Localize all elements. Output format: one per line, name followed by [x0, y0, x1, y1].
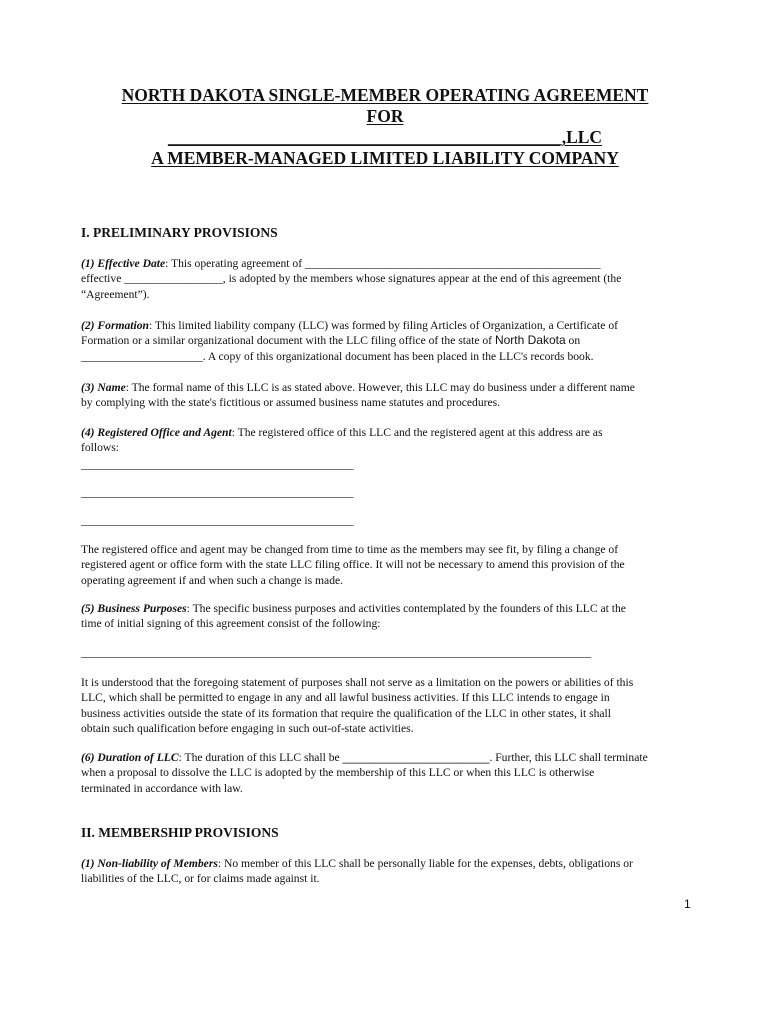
- label-effective-date: (1) Effective Date: [81, 257, 166, 270]
- text: LLC, which shall be permitted to engage in any and all lawful business activities. If this LLC intends to engage in: [81, 691, 610, 705]
- paragraph-registered-office: [81, 425, 689, 456]
- text: “Agreement”).: [81, 287, 150, 301]
- text: : The duration of this LLC shall be: [178, 751, 343, 764]
- paragraph-purposes-limitation: [81, 675, 689, 737]
- title-line-2: FOR: [366, 106, 404, 126]
- label-registered-office: (4) Registered Office and Agent: [81, 426, 232, 439]
- label-non-liability: (1) Non-liability of Members: [81, 857, 218, 870]
- text: follows:: [81, 441, 120, 455]
- text: : The formal name of this LLC is as stated above. However, this LLC may do business under a different name: [125, 381, 635, 394]
- text: liabilities of the LLC, or for claims made against it.: [81, 872, 320, 886]
- section-heading-preliminary: I. PRELIMINARY PROVISIONS: [81, 225, 278, 240]
- label-formation: (2) Formation: [81, 319, 149, 332]
- paragraph-duration: [81, 750, 689, 796]
- address-blank-2: _______________________________________________: [81, 486, 354, 499]
- paragraph-registered-change: [81, 542, 689, 588]
- text: : The specific business purposes and activities contemplated by the founders of this LLC at the: [186, 602, 626, 615]
- text: Formation or a similar organizational document with the LLC filing office of the state of: [81, 334, 495, 348]
- text: on: [565, 334, 581, 348]
- purposes-blank: ________________________________________________________________________________________: [81, 646, 592, 659]
- text: _____________________. A copy of this organizational document has been placed in the LLC's records book.: [81, 349, 594, 363]
- text: : This limited liability company (LLC) was formed by filing Articles of Organization, a Certificate of: [148, 319, 618, 332]
- text: by complying with the state's fictitious or assumed business name statutes and procedures.: [81, 396, 501, 410]
- text: operating agreement if and when such a change is made.: [81, 573, 344, 587]
- title-line-3: _____________________________________________,LLC: [167, 127, 603, 147]
- address-blank-1: _______________________________________________: [81, 458, 354, 471]
- text: The registered office and agent may be changed from time to time as the members may see fit, by filing a change of: [81, 543, 619, 556]
- text: . Further, this LLC shall terminate: [489, 751, 648, 764]
- label-duration: (6) Duration of LLC: [81, 751, 179, 764]
- text: : This operating agreement of ___________________________________________________: [165, 257, 601, 270]
- address-blank-3: _______________________________________________: [81, 514, 354, 527]
- paragraph-name: [81, 380, 689, 411]
- page-number: 1: [684, 897, 691, 911]
- text: effective _________________, is adopted by the members whose signatures appear at the end of this agreement (the: [81, 272, 622, 286]
- text: It is understood that the foregoing statement of purposes shall not serve as a limitation on the powers or abilities of this: [81, 676, 634, 689]
- paragraph-non-liability: [81, 856, 689, 887]
- title-line-4: A MEMBER-MANAGED LIMITED LIABILITY COMPANY: [151, 148, 619, 168]
- text: business activities outside the state of its formation that require the qualification of the LLC in other states, it shall: [81, 706, 611, 720]
- title-line-1: NORTH DAKOTA SINGLE-MEMBER OPERATING AGREEMENT: [121, 85, 649, 105]
- text: registered agent or office form with the state LLC filing office. It will not be necessary to amend this provision of the: [81, 558, 625, 572]
- paragraph-business-purposes: [81, 601, 689, 632]
- paragraph-effective-date: [81, 256, 689, 302]
- state-name: North Dakota: [494, 333, 566, 348]
- label-business-purposes: (5) Business Purposes: [81, 602, 187, 615]
- text: time of initial signing of this agreement consist of the following:: [81, 617, 381, 631]
- text: terminated in accordance with law.: [81, 781, 243, 795]
- section-heading-membership: II. MEMBERSHIP PROVISIONS: [81, 825, 279, 840]
- duration-blank: ______________________: [342, 750, 490, 764]
- text: : No member of this LLC shall be personally liable for the expenses, debts, obligations or: [217, 857, 633, 870]
- label-name: (3) Name: [81, 381, 126, 394]
- text: obtain such qualification before engaging in such out-of-state activities.: [81, 722, 414, 736]
- paragraph-formation: [81, 318, 689, 364]
- text: when a proposal to dissolve the LLC is adopted by the membership of this LLC or when this LLC is otherwise: [81, 766, 595, 780]
- text: : The registered office of this LLC and the registered agent at this address are as: [231, 426, 603, 439]
